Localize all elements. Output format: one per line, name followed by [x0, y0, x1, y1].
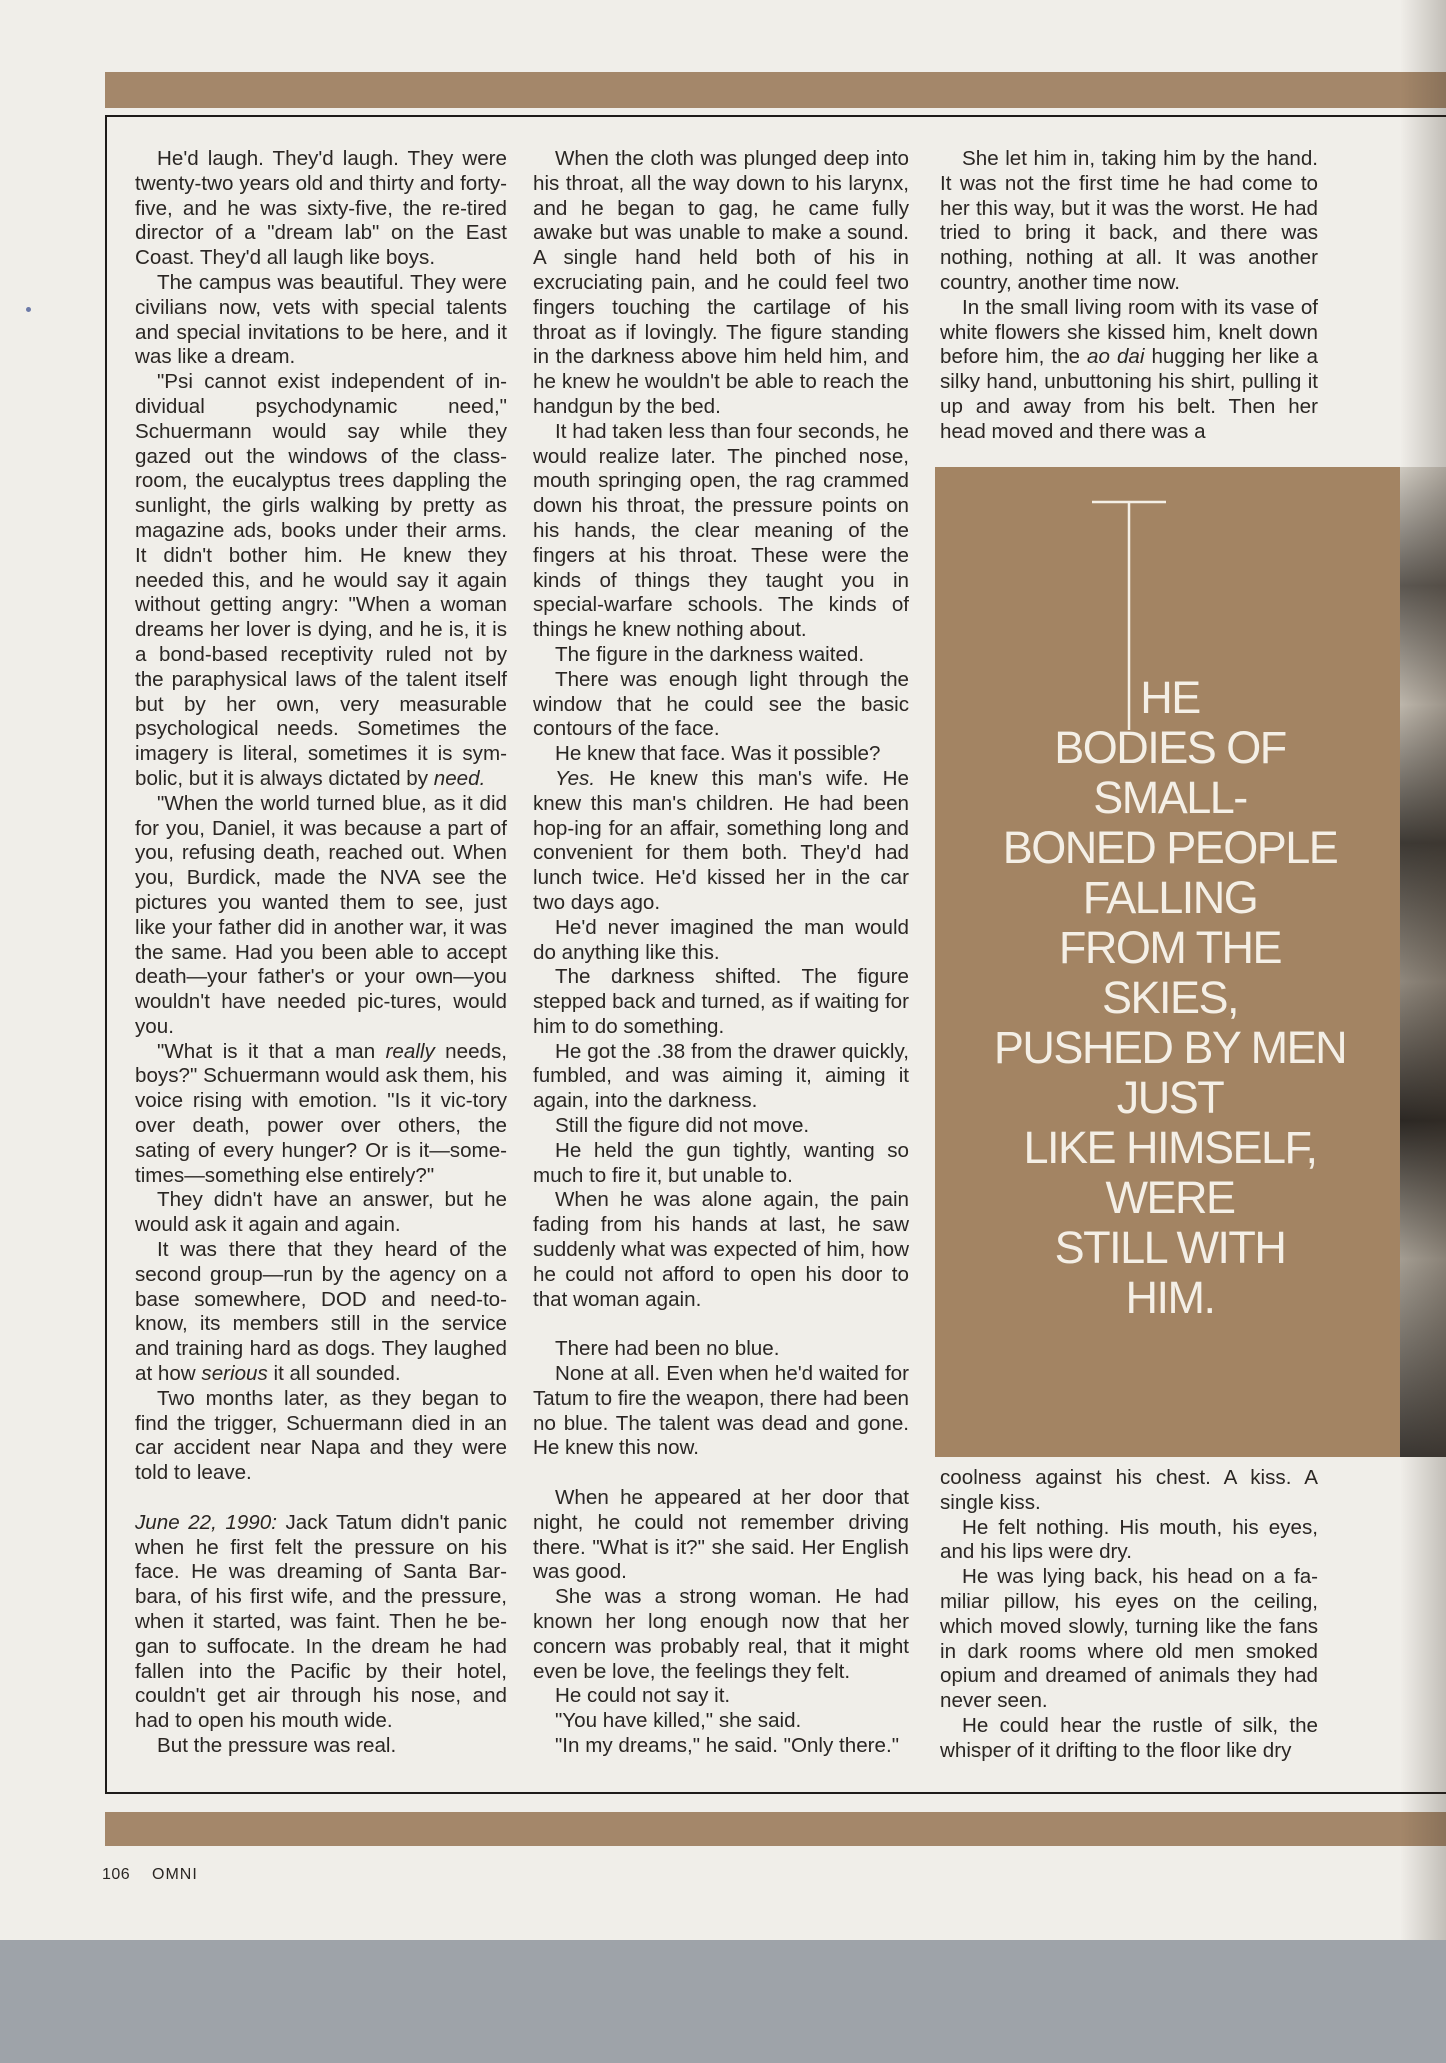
paragraph — [135, 1188, 507, 1238]
scanner-background — [0, 1940, 1446, 2063]
paragraph — [533, 965, 909, 1039]
paragraph — [940, 1516, 1318, 1566]
text-run: She was a strong woman. He had known her long enough now that her concern was probably real, that it might even be love, the feelings they felt. — [533, 1585, 909, 1683]
adjacent-page-photo — [1400, 467, 1446, 1457]
paragraph — [533, 742, 909, 767]
text-run: "You have killed," she said. — [555, 1709, 802, 1733]
article-column-3-bottom — [940, 1466, 1318, 1764]
text-run: "What is it that a man — [157, 1039, 386, 1063]
text-run: When the cloth was plunged deep into his throat, all the way down to his larynx, and he began to gag, he came fully awake but was unable to make a sound. A single hand held both of his in excruciating pain, and he could feel two fingers touching the cartilage of his throat as if lovingly. The figure standing in the darkness above him held him, and he knew he wouldn't be able to reach the handgun by the bed. — [533, 147, 909, 418]
top-color-band — [105, 72, 1446, 108]
text-run: There had been no blue. — [555, 1337, 780, 1361]
text-run: In the small living room with its vase of white flowers she kissed him, knelt down before him, the — [940, 295, 1318, 369]
paragraph — [135, 147, 507, 271]
paragraph — [533, 767, 909, 916]
paragraph — [533, 1734, 909, 1759]
paragraph — [533, 1486, 909, 1585]
text-run: He knew that face. Was it possible? — [555, 742, 881, 766]
text-run: Still the figure did not move. — [555, 1114, 810, 1138]
text-run: There was enough light through the window that he could see the basic contours of the face. — [533, 667, 909, 741]
paragraph — [135, 1040, 507, 1189]
text-run: When he was alone again, the pain fading from his hands at last, he saw suddenly what was expected of him, how he could not afford to open his door to that woman again. — [533, 1188, 909, 1311]
italic-text: really — [385, 1039, 435, 1063]
pull-quote-box — [935, 467, 1405, 1457]
paragraph — [533, 1709, 909, 1734]
text-run: She let him in, taking him by the hand. It was not the first time he had come to her this way, but it was the worst. He had tried to bring it back, and there was nothing, nothing at all. It was another country, another time now. — [940, 147, 1318, 294]
pull-quote-text: HE BODIES OF SMALL- BONED PEOPLE FALLING FROM THE SKIES, PUSHED BY MEN JUST LIKE HIMSELF, WERE STILL WITH HIM. — [993, 672, 1347, 1323]
article-column-1 — [135, 147, 507, 1759]
text-run: He could not say it. — [555, 1684, 731, 1708]
paragraph — [533, 643, 909, 668]
text-run: He'd laugh. They'd laugh. They were twenty-two years old and thirty and forty-five, and he was sixty-five, the re-tired director of a "dream lab" on the East Coast. They'd all laugh like boys. — [135, 147, 507, 270]
italic-text: serious — [201, 1362, 268, 1386]
paragraph — [533, 1684, 909, 1709]
text-run: needs, boys?" Schuermann would ask them, his voice rising with emotion. "Is it vic-tory over death, power over others, the sating of every hunger? Or is it—some-times—something else entirely?" — [135, 1039, 507, 1187]
article-column-3-top — [940, 147, 1318, 445]
italic-text: June 22, 1990: — [135, 1510, 277, 1534]
paragraph — [135, 1511, 507, 1734]
text-run: "When the world turned blue, as it did for you, Daniel, it was because a part of you, refusing death, reached out. When you, Burdick, made the NVA see the pictures you wanted them to see, just like your father did in another war, it was the same. Had you been able to accept death—your father's or your own—you wouldn't have needed pic-tures, would you. — [135, 791, 507, 1038]
text-run: He held the gun tightly, wanting so much to fire it, but unable to. — [533, 1138, 909, 1187]
text-run: But the pressure was real. — [157, 1734, 397, 1757]
left-rule — [105, 115, 107, 1794]
paragraph — [940, 1714, 1318, 1764]
page-number: 106 — [102, 1866, 131, 1883]
text-run: He got the .38 from the drawer quickly, fumbled, and was aiming it, aiming it again, into the darkness. — [533, 1039, 909, 1113]
text-run: The darkness shifted. The figure stepped back and turned, as if waiting for him to do something. — [533, 965, 909, 1038]
text-run: They didn't have an answer, but he would ask it again and again. — [135, 1188, 507, 1237]
paragraph — [533, 1114, 909, 1139]
bottom-color-band — [105, 1812, 1446, 1846]
paragraph — [940, 1466, 1318, 1516]
italic-text: Yes. — [555, 766, 596, 790]
paragraph — [135, 271, 507, 370]
bottom-rule — [105, 1792, 1446, 1794]
paragraph — [135, 1238, 507, 1387]
paragraph — [135, 1387, 507, 1486]
paragraph — [940, 296, 1318, 445]
paragraph — [533, 916, 909, 966]
paragraph — [533, 1040, 909, 1114]
text-run: it all sounded. — [267, 1362, 401, 1386]
paragraph — [940, 147, 1318, 296]
text-run: coolness against his chest. A kiss. A single kiss. — [940, 1466, 1318, 1514]
text-run: "Psi cannot exist independent of in-dividual psychodynamic need," Schuermann would say while they gazed out the windows of the class-room, the eucalyptus trees dappling the sunlight, the girls walking by pretty as magazine ads, books under their arms. It didn't bother him. He knew they needed this, and he would say it again without getting angry: "When a woman dreams her lover is dying, and he is, it is a bond-based receptivity ruled not by the paraphysical laws of the talent itself but by her own, very measurable psychological needs. Sometimes the imagery is literal, sometimes it is sym-bolic, but it is always dictated by — [135, 370, 507, 790]
text-run: It was there that they heard of the second group—run by the agency on a base somewhere, DOD and need-to-know, its members still in the service and training hard as dogs. They laughed at how — [135, 1238, 507, 1386]
top-rule — [105, 115, 1446, 117]
article-column-2 — [533, 147, 909, 1759]
italic-text: ao dai — [1087, 345, 1145, 369]
text-run: Jack Tatum didn't panic when he first felt the pressure on his face. He was dreaming of Santa Bar-bara, of his first wife, and the pressure, when it started, was faint. Then he be-gan to suffocate. In the dream he had fallen into the Pacific by their hotel, couldn't get air through his nose, and had to open his mouth wide. — [135, 1510, 507, 1733]
text-run: The campus was beautiful. They were civilians now, vets with special talents and special invitations to be here, and it was like a dream. — [135, 270, 507, 369]
paragraph — [533, 668, 909, 742]
paragraph — [533, 1362, 909, 1461]
paragraph — [533, 147, 909, 420]
text-run: "In my dreams," he said. "Only there." — [555, 1734, 900, 1757]
paragraph — [533, 1585, 909, 1684]
text-run: He felt nothing. His mouth, his eyes, and his lips were dry. — [940, 1515, 1318, 1564]
margin-mark — [26, 307, 31, 312]
text-run: hugging her like a silky hand, unbuttoning his shirt, pulling it up and away from his belt. Then her head moved and there was a — [940, 345, 1318, 443]
text-run: The figure in the darkness waited. — [555, 642, 865, 666]
text-run: He was lying back, his head on a fa-miliar pillow, his eyes on the ceiling, which moved slowly, turning like the fans in dark rooms where old men smoked opium and dreamed of animals they had never seen. — [940, 1565, 1318, 1713]
magazine-name: OMNI — [152, 1866, 198, 1883]
text-run: He could hear the rustle of silk, the whisper of it drifting to the floor like dry — [940, 1713, 1318, 1762]
text-run: He knew this man's wife. He knew this man's children. He had been hop-ing for an affair, something long and convenient for them both. They'd had lunch twice. He'd kissed her in the car two days ago. — [533, 766, 909, 914]
text-run: Two months later, as they began to find the trigger, Schuermann died in an car accident near Napa and they were told to leave. — [135, 1386, 507, 1485]
text-run: He'd never imagined the man would do anything like this. — [533, 915, 909, 964]
text-run: When he appeared at her door that night, he could not remember driving there. "What is it?" she said. Her English was good. — [533, 1486, 909, 1584]
paragraph — [135, 792, 507, 1040]
paragraph — [533, 420, 909, 643]
text-run: It had taken less than four seconds, he would realize later. The pinched nose, mouth springing open, the rag crammed down his throat, the pressure points on his hands, the clear meaning of the fingers at his throat. These were the kinds of things they taught you in special-warfare schools. The kinds of things he knew nothing about. — [533, 419, 909, 642]
paragraph — [533, 1337, 909, 1362]
italic-text: need. — [433, 766, 486, 790]
paragraph — [940, 1565, 1318, 1714]
paragraph — [135, 1734, 507, 1759]
text-run: None at all. Even when he'd waited for Tatum to fire the weapon, there had been no blue. The talent was dead and gone. He knew this now. — [533, 1362, 909, 1460]
paragraph — [533, 1188, 909, 1312]
paragraph — [533, 1139, 909, 1189]
paragraph — [135, 370, 507, 792]
